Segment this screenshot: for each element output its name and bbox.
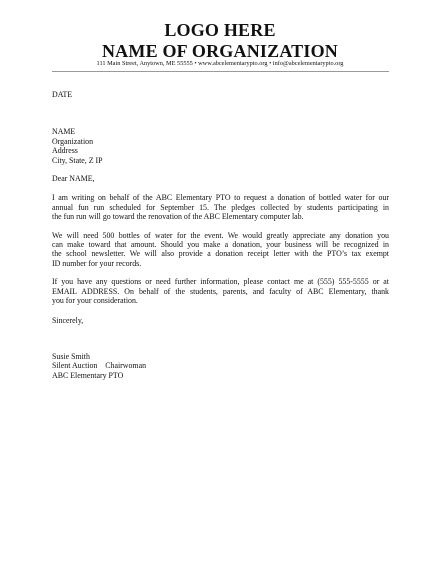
header-divider xyxy=(52,71,389,72)
logo-placeholder: LOGO HERE xyxy=(164,20,276,40)
signature-block xyxy=(52,352,389,380)
recipient-organization: Organization xyxy=(52,136,94,146)
signer-organization: ABC Elementary PTO xyxy=(52,370,124,380)
paragraph-line: If you have any questions or need further information, please contact me at (555) 555-5555 or at xyxy=(52,277,389,287)
letterhead xyxy=(0,20,440,62)
paragraph-request xyxy=(52,193,389,221)
contact-line: 111 Main Street, Anytown, ME 55555 • www.abcelementarypto.org • info@abcelementarypto.org xyxy=(96,60,344,67)
paragraph-line: annual fun run scheduled for September 15. The pledges collected by students participating in xyxy=(52,202,389,212)
paragraph-quantity xyxy=(52,231,389,269)
recipient-city: City, State, Z IP xyxy=(52,155,103,165)
recipient-block xyxy=(52,127,389,165)
paragraph-line: the school newsletter. We will also provide a donation receipt letter with the PTO’s tax exempt xyxy=(52,249,389,259)
paragraph-line: ID number for your records. xyxy=(52,258,142,268)
organization-name: NAME OF ORGANIZATION xyxy=(101,41,338,61)
signer-title: Silent Auction Chairwoman xyxy=(52,361,147,371)
closing: Sincerely, xyxy=(52,315,84,325)
paragraph-contact xyxy=(52,277,389,305)
paragraph-line: EMAIL ADDRESS. On behalf of the students, parents, and faculty of ABC Elementary, thank xyxy=(52,286,389,296)
paragraph-line: you for your consideration. xyxy=(52,296,138,306)
paragraph-line: can make toward that amount. Should you make a donation, your business will be recognized in xyxy=(52,240,389,250)
paragraph-line: We will need 500 bottles of water for the event. We would greatly appreciate any donation you xyxy=(52,230,389,240)
paragraph-line: the fun run will go toward the renovation of the ABC Elementary computer lab. xyxy=(52,212,304,222)
salutation: Dear NAME, xyxy=(52,174,95,184)
signer-name: Susie Smith xyxy=(52,351,90,361)
letter-date: DATE xyxy=(52,90,73,99)
paragraph-line: I am writing on behalf of the ABC Elementary PTO to request a donation of bottled water for our xyxy=(52,193,389,203)
letter-body xyxy=(52,90,389,380)
recipient-name: NAME xyxy=(52,127,76,137)
recipient-address: Address xyxy=(52,146,78,156)
